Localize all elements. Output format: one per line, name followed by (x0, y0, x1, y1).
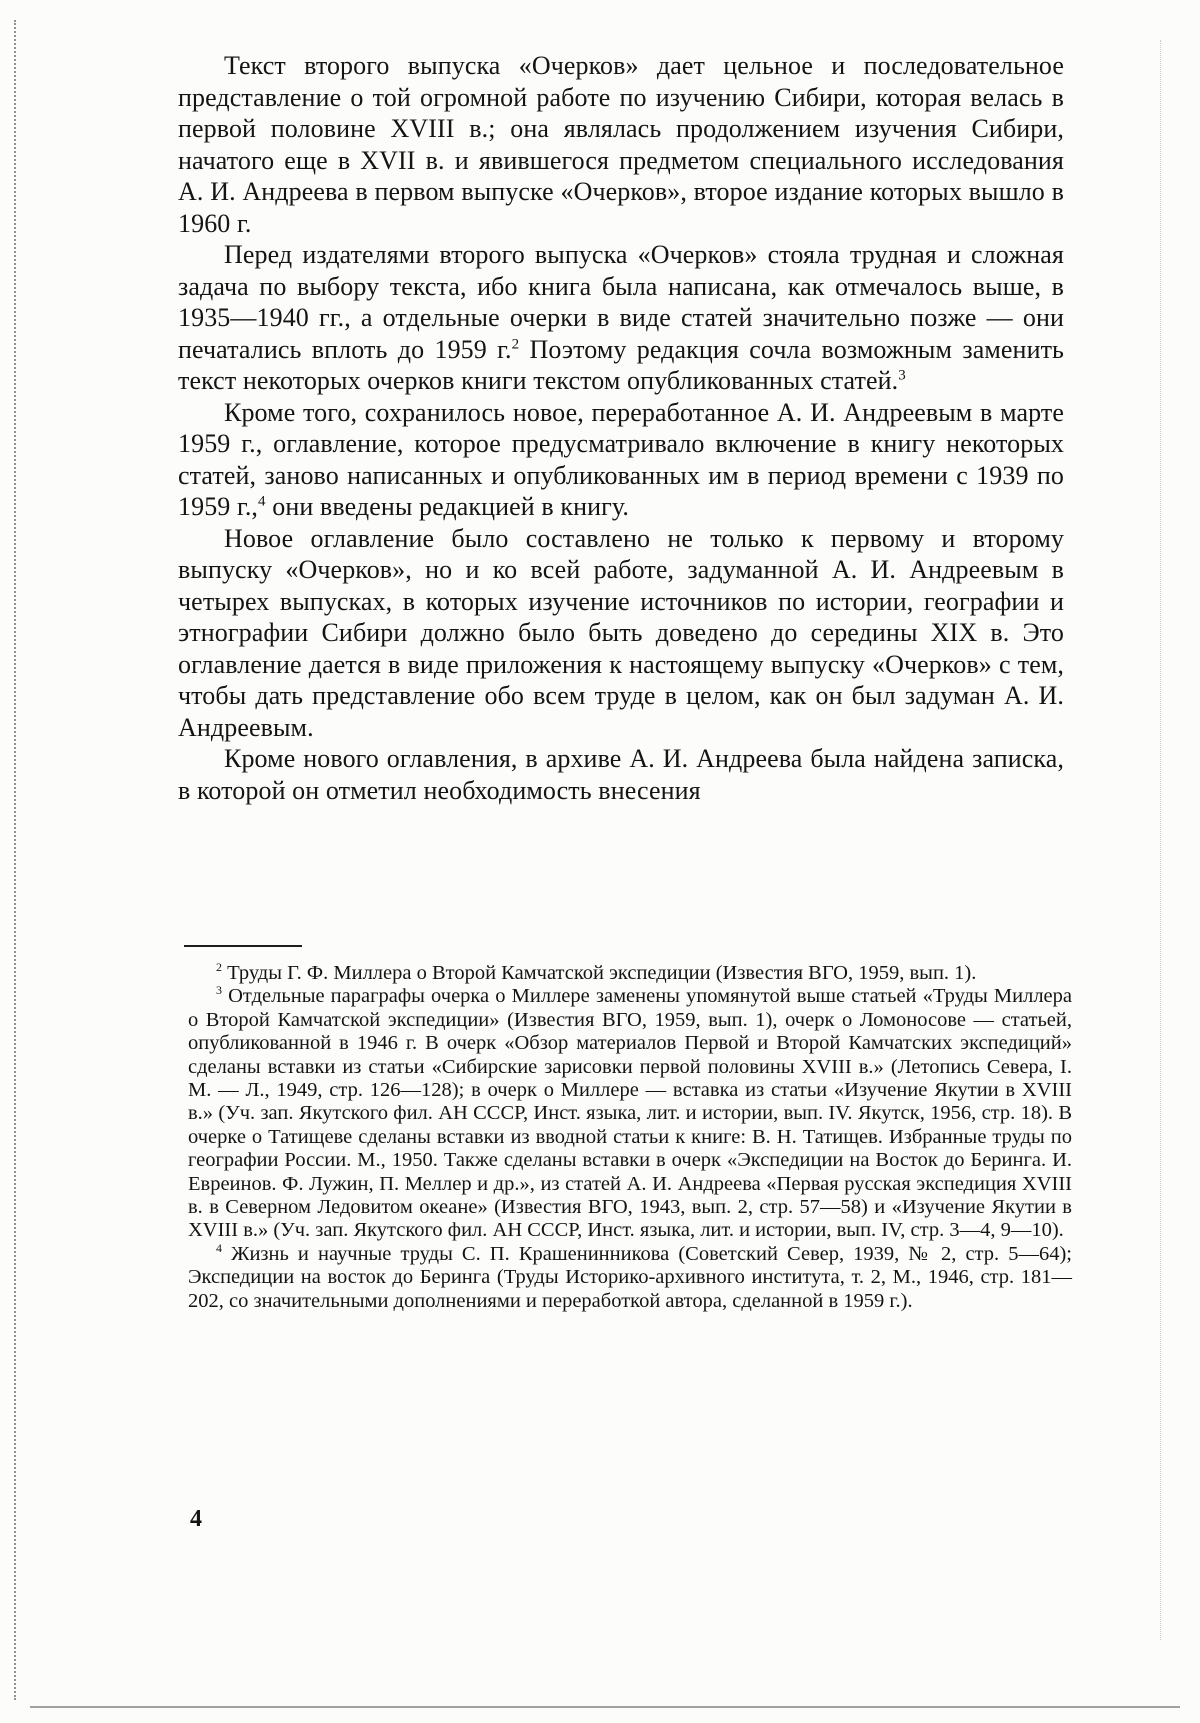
paragraph-text: они введены редакцией в книгу. (265, 492, 630, 521)
footnote-2 (188, 962, 1072, 985)
scan-right-edge (1160, 40, 1161, 1640)
footnote-mark: 2 (216, 960, 222, 975)
paragraph-5 (178, 743, 1064, 806)
scan-binding-edge (14, 20, 20, 1700)
page-number: 4 (190, 1506, 202, 1532)
footnotes (188, 962, 1072, 1313)
footnote-3 (188, 985, 1072, 1242)
footnote-text: Жизнь и научные труды С. П. Крашенинникова (Советский Север, 1939, № 2, стр. 5—64); Экспедиции на восток до Беринга (Труды Историко-архивного института, т. 2, М., 1946, стр. 181—202, со значительными дополнениями и переработкой автора, сделанной в 1959 г.). (188, 1242, 1072, 1312)
footnote-ref-4: 4 (258, 493, 266, 510)
paragraph-4 (178, 523, 1064, 744)
paragraph-text: Кроме нового оглавления, в архиве А. И. Андреева была найдена записка, в которой он отметил необходимость внесения (178, 744, 1064, 805)
footnote-mark: 3 (216, 983, 222, 998)
paragraph-text: Поэтому редакция сочла возможным заменить текст некоторых очерков книги текстом опубликованных статей. (178, 334, 1064, 395)
footnote-text: Труды Г. Ф. Миллера о Второй Камчатской экспедиции (Известия ВГО, 1959, вып. 1). (222, 962, 977, 984)
paragraph-1 (178, 50, 1064, 239)
footnote-ref-2: 2 (511, 335, 520, 352)
footnote-ref-3: 3 (898, 367, 906, 384)
scan-bottom-edge (30, 1706, 1180, 1708)
paragraph-text: Кроме того, сохранилось новое, переработанное А. И. Андреевым в марте 1959 г., оглавление, которое предусматривало включение в книгу некоторых статей, заново написанных и опубликованных им в период времени с 1939 по 1959 г., (178, 397, 1064, 521)
paragraph-text: Текст второго выпуска «Очерков» дает цельное и последовательное представление о той огромной работе по изучению Сибири, которая велась в первой половине XVIII в.; она являлась продолжением изучения Сибири, начатого еще в XVII в. и явившегося предметом специального исследования А. И. Андреева в первом выпуске «Очерков», второе издание которых вышло в 1960 г. (178, 51, 1064, 238)
footnote-text: Отдельные параграфы очерка о Миллере заменены упомянутой выше статьей «Труды Миллера о Второй Камчатской экспедиции» (Известия ВГО, 1959, вып. 1), очерк о Ломоносове — статьей, опубликованной в 1946 г. В очерк «Обзор материалов Первой и Второй Камчатских экспедиций» сделаны вставки из статьи «Сибирские зарисовки первой половины XVIII в.» (Летопись Севера, I. М. — Л., 1949, стр. 126—128); в очерк о Миллере — вставка из статьи «Изучение Якутии в XVIII в.» (Уч. зап. Якутского фил. АН СССР, Инст. языка, лит. и истории, вып. IV. Якутск, 1956, стр. 18). В очерке о Татищеве сделаны вставки из вводной статьи к книге: В. Н. Татищев. Избранные труды по географии России. М., 1950. Также сделаны вставки в очерк «Экспедиции на Восток до Беринга. И. Евреинов. Ф. Лужин, П. Меллер и др.», из статей А. И. Андреева «Первая русская экспедиция XVIII в. в Северном Ледовитом океане» (Известия ВГО, 1943, вып. 2, стр. 57—58) и «Изучение Якутии в XVIII в.» (Уч. зап. Якутского фил. АН СССР, Инст. языка, лит. и истории, вып. IV, стр. 3—4, 9—10). (188, 985, 1072, 1242)
footnote-mark: 4 (216, 1241, 222, 1256)
footnote-divider (184, 945, 302, 947)
paragraph-2 (178, 239, 1064, 397)
paragraph-3 (178, 397, 1064, 523)
paragraph-text: Перед издателями второго выпуска «Очерков» стояла трудная и сложная задача по выбору текста, ибо книга была написана, как отмечалось выше, в 1935—1940 гг., а отдельные очерки в виде статей значительно позже — они печатались вплоть до 1959 г. (178, 240, 1064, 364)
main-text (178, 50, 1064, 806)
footnote-4 (188, 1243, 1072, 1313)
paragraph-text: Новое оглавление было составлено не только к первому и второму выпуску «Очерков», но и ко всей работе, задуманной А. И. Андреевым в четырех выпусках, в которых изучение источников по истории, географии и этнографии Сибири должно было быть доведено до середины XIX в. Это оглавление дается в виде приложения к настоящему выпуску «Очерков» с тем, чтобы дать представление обо всем труде в целом, как он был задуман А. И. Андреевым. (178, 523, 1064, 742)
